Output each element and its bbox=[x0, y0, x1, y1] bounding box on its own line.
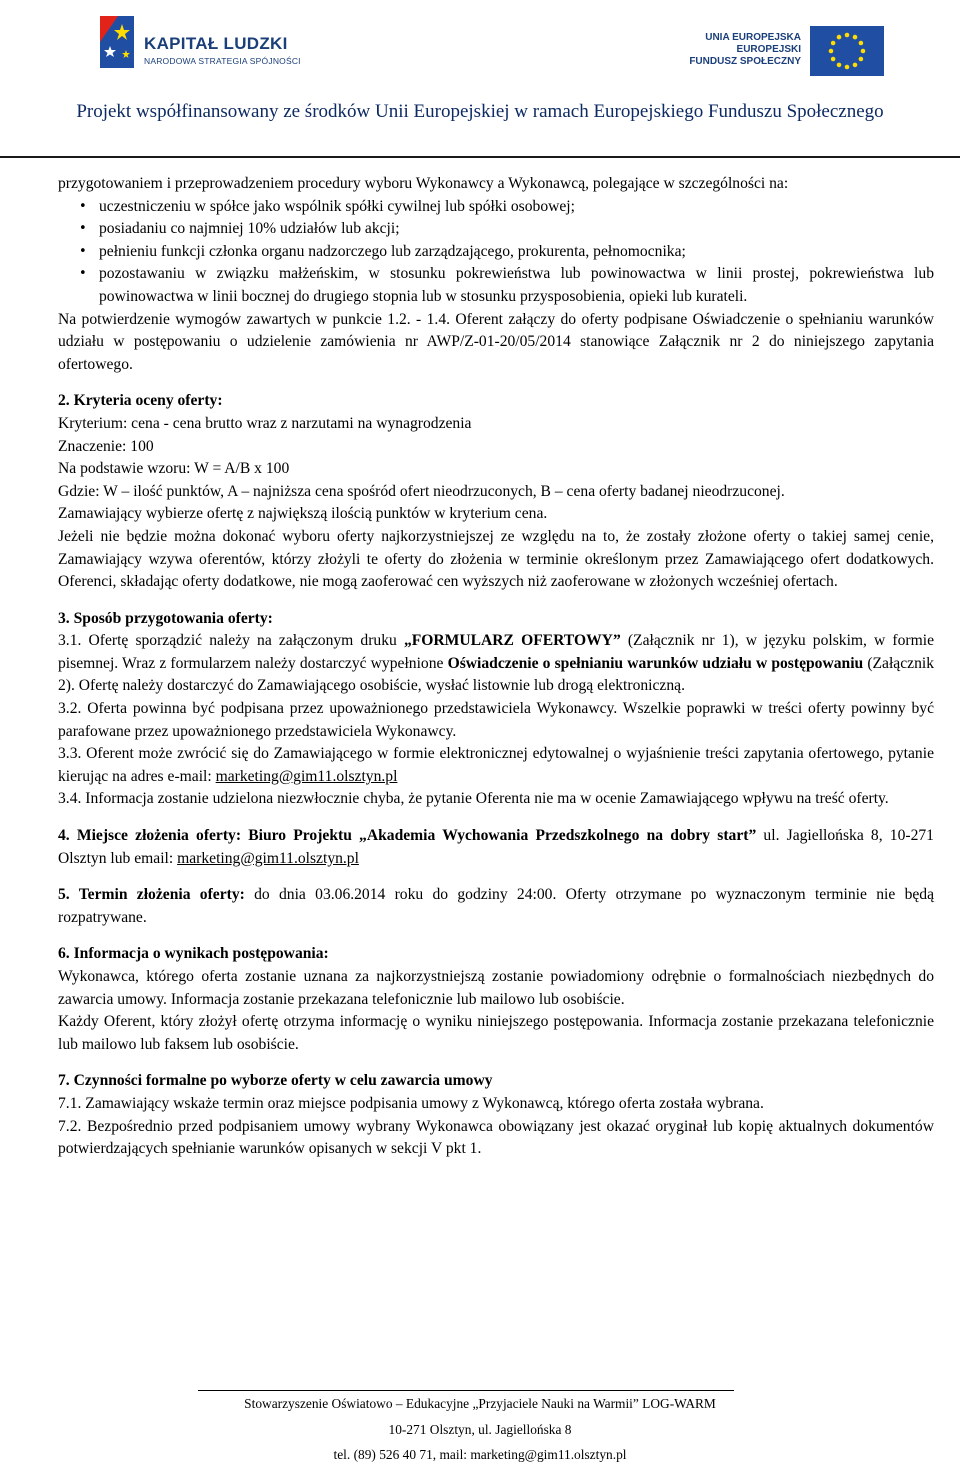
kapital-ludzki-title: KAPITAŁ LUDZKI bbox=[144, 34, 288, 53]
eu-logo-text bbox=[686, 32, 801, 68]
project-funding-line: Projekt współfinansowany ze środków Unii Europejskiej w ramach Europejskiego Funduszu Społecznego bbox=[76, 101, 884, 122]
section-6-paragraph-2: Każdy Oferent, który złożył ofertę otrzyma informację o wyniku niniejszego postępowania. Informacja zostanie przekazana telefonicznie lub mailowo lub faksem lub osobiście. bbox=[58, 1013, 934, 1053]
formula-legend: Gdzie: W – ilość punktów, A – najniższa cena spośród ofert nieodrzuconych, B – cena oferty badanej nieodrzuconej. bbox=[58, 482, 785, 500]
section-7-heading: 7. Czynności formalne po wyborze oferty w celu zawarcia umowy bbox=[58, 1072, 493, 1090]
list-item: • pozostawaniu w związku małżeńskim, w stosunku pokrewieństwa lub powinowactwa w linii prostej, pokrewieństwa lub powinowactwa w linii bocznej do drugiego stopnia lub w stosunku przysposobienia, opieki lub kurateli. bbox=[58, 263, 934, 308]
page-footer bbox=[0, 1388, 960, 1467]
formula-line: Na podstawie wzoru: W = A/B x 100 bbox=[58, 460, 290, 478]
header-divider bbox=[0, 156, 960, 158]
footer-divider bbox=[198, 1390, 734, 1391]
intro-paragraph: przygotowaniem i przeprowadzeniem procedury wyboru Wykonawcy a Wykonawcą, polegające w szczególności na: bbox=[58, 175, 789, 192]
section-4 bbox=[58, 825, 934, 870]
section-5 bbox=[58, 884, 934, 929]
tie-rule: Jeżeli nie będzie można dokonać wyboru oferty najkorzystniejszej ze względu na to, że zostały złożone oferty o takiej samej cenie, Zamawiający wzywa oferentów, którzy złożyli te oferty do złożenia w terminie określonym przez Zamawiającego ofert dodatkowych. Oferenci, składając oferty dodatkowe, nie mogą zaoferować cen wyższych niż zaoferowane w złożonych wcześniej ofertach. bbox=[58, 527, 934, 591]
form-name: „FORMULARZ OFERTOWY” bbox=[403, 632, 621, 650]
document-body bbox=[58, 173, 934, 1161]
list-item: • posiadaniu co najmniej 10% udziałów lub akcji; bbox=[58, 218, 934, 241]
section-4-heading: 4. Miejsce złożenia oferty: Biuro Projektu „Akademia Wychowania Przedszkolnego na dobry start” bbox=[58, 827, 757, 845]
section-5-heading: 5. Termin złożenia oferty: bbox=[58, 886, 245, 904]
eu-line-1: UNIA EUROPEJSKA bbox=[705, 32, 801, 43]
page-header bbox=[0, 0, 960, 160]
conflict-list bbox=[58, 196, 934, 309]
point-3-1-text-c: (Załącznik nr 1), w języku polskim, w formie pisemnej. Wraz z formularzem należy dostarczyć wypełnione bbox=[58, 632, 935, 672]
email-link[interactable]: marketing@gim11.olsztyn.pl bbox=[215, 767, 398, 785]
confirmation-paragraph: Na potwierdzenie wymogów zawartych w punkcie 1.2. - 1.4. Oferent załączy do oferty podpisane Oświadczenie o spełnianiu warunków udziału w postępowaniu o udzielenie zamówienia nr AWP/Z-01-20/05/2014 stanowiące Załącznik nr 2 do niniejszego zapytania ofertowego. bbox=[58, 310, 934, 373]
section-2-heading: 2. Kryteria oceny oferty: bbox=[58, 392, 223, 410]
point-7-2: 7.2. Bezpośrednio przed podpisaniem umowy wybrany Wykonawca obowiązany jest okazać oryginał lub kopię aktualnych dokumentów potwierdzających spełnianie warunków opisanych w sekcji V pkt 1. bbox=[58, 1117, 934, 1158]
section-3-heading: 3. Sposób przygotowania oferty: bbox=[58, 609, 273, 627]
section-4-address: ul. Jagiellońska 8, 10-271 Olsztyn lub email: bbox=[58, 827, 934, 867]
point-3-1 bbox=[58, 630, 934, 698]
criterion-line: Kryterium: cena - cena brutto wraz z narzutami na wynagrodzenia bbox=[58, 414, 472, 432]
footer-contact: tel. (89) 526 40 71, mail: marketing@gim11.olsztyn.pl bbox=[333, 1447, 627, 1462]
point-3-4: 3.4. Informacja zostanie udzielona niezwłocznie chyba, że pytanie Oferenta nie ma w ocenie Zamawiającego wpływu na treść oferty. bbox=[58, 790, 889, 808]
section-6-paragraph-1: Wykonawca, którego oferta zostanie uznana za najkorzystniejszą zostanie powiadomiony odrębnie o formalnościach niezbędnych do zawarcia umowy. Informacja zostanie przekazana telefonicznie lub mailowo lub osobiście. bbox=[58, 968, 934, 1008]
point-3-3 bbox=[58, 743, 934, 788]
point-7-1: 7.1. Zamawiający wskaże termin oraz miejsce podpisania umowy z Wykonawcą, którego oferta została wybrana. bbox=[58, 1094, 764, 1112]
point-3-2: 3.2. Oferta powinna być podpisana przez upoważnionego przedstawiciela Wykonawcy. Wszelkie poprawki w treści oferty powinny być parafowane przez upoważnionego przedstawiciela Wykonawcy. bbox=[58, 700, 934, 740]
statement-name: Oświadczenie o spełnianiu warunków udziału w postępowaniu bbox=[447, 654, 864, 672]
selection-rule: Zamawiający wybierze ofertę z największą ilością punktów w kryterium cena. bbox=[58, 505, 548, 523]
eu-line-2: EUROPEJSKI bbox=[736, 44, 801, 55]
kapital-ludzki-logo bbox=[96, 12, 316, 72]
kapital-ludzki-subtitle: NARODOWA STRATEGIA SPÓJNOŚCI bbox=[144, 56, 301, 66]
email-link[interactable]: marketing@gim11.olsztyn.pl bbox=[177, 849, 359, 867]
list-item: • uczestniczeniu w spółce jako wspólnik spółki cywilnej lub spółki osobowej; bbox=[58, 196, 934, 219]
eu-flag-icon bbox=[810, 26, 884, 76]
kapital-ludzki-icon bbox=[96, 12, 142, 72]
weight-line: Znaczenie: 100 bbox=[58, 437, 154, 455]
eu-logo bbox=[686, 26, 926, 78]
section-6-heading: 6. Informacja o wynikach postępowania: bbox=[58, 945, 329, 963]
point-3-1-text-a: 3.1. Ofertę sporządzić należy na załączonym druku bbox=[58, 632, 404, 650]
eu-line-3: FUNDUSZ SPOŁECZNY bbox=[689, 56, 801, 67]
point-3-3-text: 3.3. Oferent może zwrócić się do Zamawiającego w formie elektronicznej edytowalnej o wyjaśnienie treści zapytania ofertowego, pytanie kierując na adres e-mail: bbox=[58, 745, 934, 785]
footer-address: 10-271 Olsztyn, ul. Jagiellońska 8 bbox=[388, 1422, 572, 1437]
section-5-text: do dnia 03.06.2014 roku do godziny 24:00. Oferty otrzymane po wyznaczonym terminie nie będą rozpatrywane. bbox=[58, 886, 935, 926]
list-item: • pełnieniu funkcji członka organu nadzorczego lub zarządzającego, prokurenta, pełnomocnika; bbox=[58, 241, 934, 264]
point-3-1-text-e: (Załącznik 2). Ofertę należy dostarczyć do Zamawiającego osobiście, wysłać listownie lub drogą elektroniczną. bbox=[58, 654, 935, 695]
footer-organization: Stowarzyszenie Oświatowo – Edukacyjne „Przyjaciele Nauki na Warmii” LOG-WARM bbox=[244, 1396, 716, 1411]
